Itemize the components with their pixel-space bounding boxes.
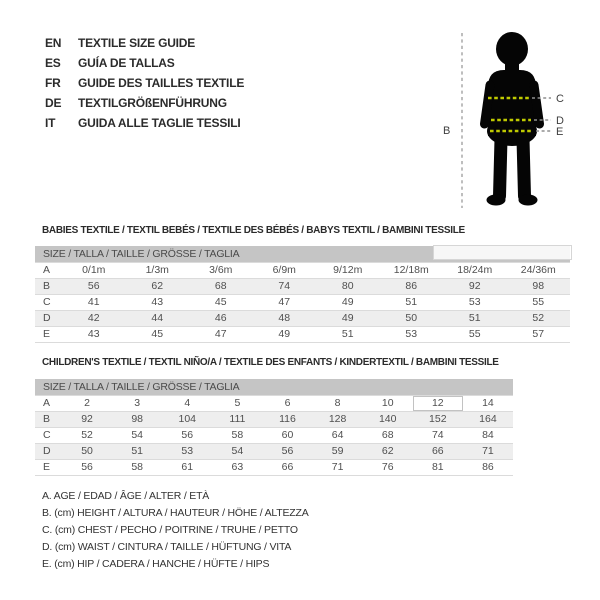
- size-cell: 6/9m: [272, 264, 296, 276]
- size-cell: 4: [184, 397, 191, 409]
- language-row-es: [45, 53, 244, 73]
- size-cell: 41: [87, 296, 100, 308]
- height-label: B: [443, 125, 451, 137]
- babies-header-row: [35, 246, 570, 263]
- size-cell: 59: [331, 445, 344, 457]
- size-cell: 24/36m: [520, 264, 556, 276]
- size-cell: 45: [151, 328, 164, 340]
- size-cell: 71: [482, 445, 494, 457]
- size-cell: 81: [431, 461, 444, 473]
- language-row-en: [45, 33, 244, 53]
- size-cell: 56: [81, 461, 93, 473]
- size-cell: 3: [134, 397, 141, 409]
- legend-line-b: B. (cm) HEIGHT / ALTURA / HAUTEUR / HÖHE / ALTEZZA: [42, 507, 309, 519]
- size-cell: 48: [278, 312, 291, 324]
- size-cell: 128: [328, 413, 347, 425]
- size-row-b: [35, 412, 513, 428]
- size-cell: 56: [281, 445, 294, 457]
- size-row-c: [35, 295, 570, 311]
- size-cell: 51: [468, 312, 481, 324]
- size-cell: 47: [214, 328, 227, 340]
- size-cell: 46: [214, 312, 227, 324]
- size-cell: 98: [532, 280, 545, 292]
- language-row-it: [45, 113, 244, 133]
- size-cell: 111: [229, 413, 246, 425]
- size-cell: 55: [532, 296, 545, 308]
- size-cell: 164: [479, 413, 497, 425]
- size-cell: 1/3m: [145, 264, 169, 276]
- size-cell: 68: [381, 429, 394, 441]
- size-cell: 53: [468, 296, 481, 308]
- chest-label: C: [556, 93, 564, 105]
- size-cell: 76: [381, 461, 394, 473]
- size-row-e: [35, 327, 570, 343]
- language-code: EN: [45, 36, 62, 50]
- language-label: TEXTILGRÖßENFÜHRUNG: [78, 96, 227, 110]
- size-cell: 51: [341, 328, 354, 340]
- language-code: FR: [45, 76, 61, 90]
- size-cell: 152: [429, 413, 447, 425]
- size-row-e: [35, 460, 513, 476]
- size-cell: 53: [181, 445, 194, 457]
- row-label: D: [43, 312, 51, 324]
- language-row-fr: [45, 73, 244, 93]
- language-label: GUÍA DE TALLAS: [78, 56, 175, 70]
- size-cell: 3/6m: [209, 264, 233, 276]
- language-list: [45, 33, 244, 133]
- size-cell: 55: [468, 328, 481, 340]
- size-cell: 12/18m: [393, 264, 429, 276]
- language-row-de: [45, 93, 244, 113]
- size-cell: 43: [151, 296, 164, 308]
- row-label: A: [43, 397, 51, 409]
- size-cell: 71: [331, 461, 344, 473]
- language-label: TEXTILE SIZE GUIDE: [78, 36, 196, 50]
- children-size-table: [35, 379, 513, 476]
- size-cell: 43: [87, 328, 100, 340]
- size-row-a: [35, 263, 570, 279]
- size-cell: 53: [405, 328, 418, 340]
- size-row-b: [35, 279, 570, 295]
- hip-label: E: [556, 126, 564, 138]
- size-cell: 68: [214, 280, 227, 292]
- row-label: C: [43, 296, 51, 308]
- size-cell: 47: [278, 296, 291, 308]
- size-cell: 49: [341, 296, 354, 308]
- size-cell: 63: [231, 461, 244, 473]
- row-label: B: [43, 280, 51, 292]
- size-cell: 58: [231, 429, 244, 441]
- size-cell: 84: [482, 429, 494, 441]
- size-row-d: [35, 311, 570, 327]
- size-cell: 52: [532, 312, 545, 324]
- legend-line-d: D. (cm) WAIST / CINTURA / TAILLE / HÜFTUNG / VITA: [42, 541, 292, 553]
- highlighted-size-cell: 12: [413, 396, 463, 412]
- size-cell: 98: [131, 413, 143, 425]
- size-cell: 92: [468, 280, 481, 292]
- size-cell: 44: [151, 312, 164, 324]
- legend-line-e: E. (cm) HIP / CADERA / HANCHE / HÜFTE / HIPS: [42, 558, 270, 570]
- size-cell: 0/1m: [82, 264, 106, 276]
- child-silhouette-icon: [437, 12, 572, 212]
- size-cell: 42: [87, 312, 100, 324]
- size-cell: 86: [482, 461, 494, 473]
- size-cell: 49: [278, 328, 291, 340]
- legend-line-a: A. AGE / EDAD / ÂGE / ALTER / ETÀ: [42, 490, 210, 502]
- size-cell: 86: [405, 280, 418, 292]
- size-cell: 80: [341, 280, 354, 292]
- size-cell: 2: [84, 397, 90, 409]
- size-cell: 56: [181, 429, 194, 441]
- size-cell: 62: [381, 445, 394, 457]
- legend-line-c: C. (cm) CHEST / PECHO / POITRINE / TRUHE / PETTO: [42, 524, 298, 536]
- size-cell: 51: [131, 445, 143, 457]
- language-code: IT: [45, 116, 56, 130]
- row-label: B: [43, 413, 51, 425]
- row-label: A: [43, 264, 51, 276]
- waist-label: D: [556, 115, 564, 127]
- size-cell: 54: [131, 429, 143, 441]
- size-cell: 8: [334, 397, 341, 409]
- size-cell: 140: [378, 413, 397, 425]
- row-label: E: [43, 328, 51, 340]
- language-code: ES: [45, 56, 61, 70]
- size-cell: 74: [431, 429, 444, 441]
- size-cell: 50: [405, 312, 418, 324]
- size-cell: 14: [482, 397, 494, 409]
- measurement-legend: [42, 488, 309, 573]
- size-cell: 10: [381, 397, 394, 409]
- size-cell: 5: [234, 397, 241, 409]
- size-cell: 74: [278, 280, 291, 292]
- size-cell: 49: [341, 312, 354, 324]
- babies-section-title: BABIES TEXTILE / TEXTIL BEBÉS / TEXTILE DES BÉBÉS / BABYS TEXTIL / BAMBINI TESSILE: [42, 225, 465, 236]
- row-label: E: [43, 461, 51, 473]
- children-size-header: SIZE / TALLA / TAILLE / GRÖSSE / TAGLIA: [35, 379, 513, 396]
- language-code: DE: [45, 96, 62, 110]
- size-cell: 60: [281, 429, 294, 441]
- language-label: GUIDA ALLE TAGLIE TESSILI: [78, 116, 241, 130]
- size-cell: 57: [532, 328, 545, 340]
- size-cell: 56: [87, 280, 100, 292]
- size-row-a: [35, 396, 513, 412]
- size-cell: 50: [81, 445, 93, 457]
- size-cell: 6: [284, 397, 291, 409]
- children-section-title: CHILDREN'S TEXTILE / TEXTIL NIÑO/A / TEXTILE DES ENFANTS / KINDERTEXTIL / BAMBINI TESSILE: [42, 357, 499, 368]
- size-cell: 62: [151, 280, 164, 292]
- size-cell: 66: [431, 445, 444, 457]
- row-label: C: [43, 429, 51, 441]
- size-cell: 66: [281, 461, 294, 473]
- row-label: D: [43, 445, 51, 457]
- size-cell: 64: [331, 429, 344, 441]
- size-cell: 116: [279, 413, 296, 425]
- size-row-c: [35, 428, 513, 444]
- size-cell: 45: [214, 296, 227, 308]
- size-cell: 51: [405, 296, 418, 308]
- babies-size-table: [35, 246, 570, 343]
- size-cell: 104: [178, 413, 197, 425]
- child-silhouette-figure: [437, 12, 572, 212]
- size-row-d: [35, 444, 513, 460]
- babies-size-header: SIZE / TALLA / TAILLE / GRÖSSE / TAGLIA: [35, 246, 570, 263]
- size-cell: 18/24m: [457, 264, 493, 276]
- size-cell: 61: [181, 461, 194, 473]
- size-cell: 58: [131, 461, 143, 473]
- size-cell: 54: [231, 445, 244, 457]
- language-label: GUIDE DES TAILLES TEXTILE: [78, 76, 245, 90]
- children-header-row: [35, 379, 513, 396]
- size-cell: 9/12m: [333, 264, 363, 276]
- size-cell: 92: [81, 413, 93, 425]
- size-cell: 52: [81, 429, 93, 441]
